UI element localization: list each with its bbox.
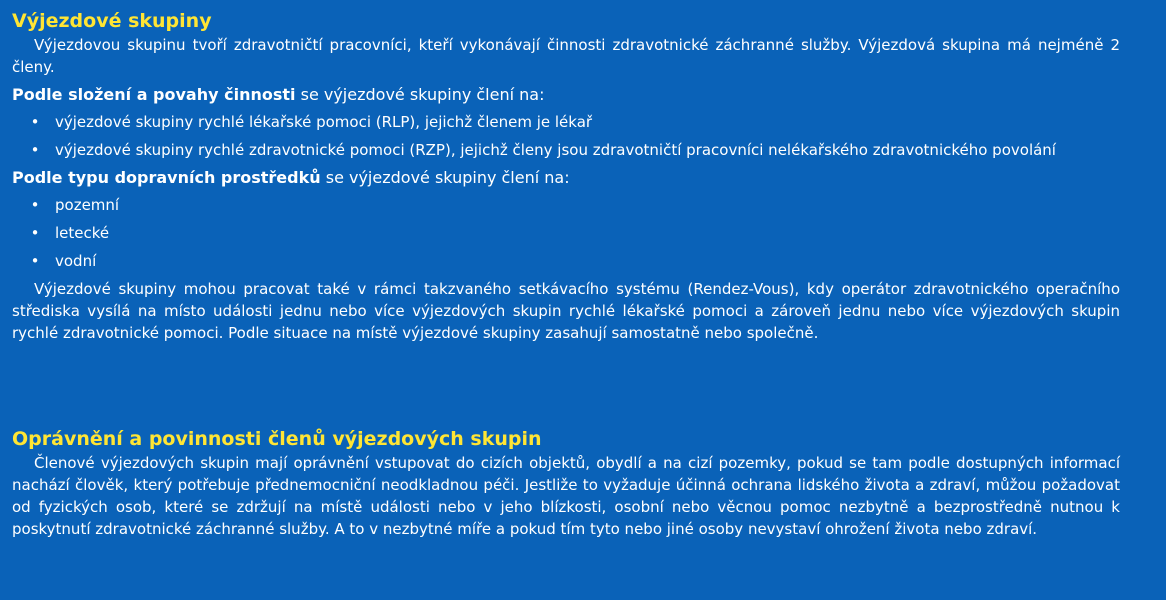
bullet-icon: • bbox=[30, 224, 40, 242]
list-item-text: vodní bbox=[55, 252, 97, 270]
list-item bbox=[12, 111, 1120, 133]
list-item-text: výjezdové skupiny rychlé zdravotnické pomoci (RZP), jejichž členy jsou zdravotničtí pracovníci nelékařského zdravotnického povolání bbox=[55, 141, 1056, 159]
bullet-icon: • bbox=[30, 113, 40, 131]
composition-lead bbox=[12, 84, 1120, 106]
transport-rest: se výjezdové skupiny člení na: bbox=[320, 168, 570, 187]
transport-list bbox=[12, 194, 1120, 272]
list-item-text: letecké bbox=[55, 224, 110, 242]
bullet-icon: • bbox=[30, 196, 40, 214]
list-item bbox=[12, 194, 1120, 216]
composition-rest: se výjezdové skupiny člení na: bbox=[295, 85, 545, 104]
bullet-icon: • bbox=[30, 141, 40, 159]
composition-list bbox=[12, 111, 1120, 161]
section-heading-opravneni: Oprávnění a povinnosti členů výjezdových skupin bbox=[12, 428, 542, 450]
section-heading-vyjezdove-skupiny: Výjezdové skupiny bbox=[12, 10, 212, 32]
section-vyjezdove-skupiny bbox=[12, 8, 1120, 400]
transport-lead bbox=[12, 167, 1120, 189]
list-item bbox=[12, 222, 1120, 244]
list-item bbox=[12, 250, 1120, 272]
section-opravneni-a-povinnosti bbox=[12, 426, 1120, 540]
list-item-text: pozemní bbox=[55, 196, 120, 214]
list-item-text: výjezdové skupiny rychlé lékařské pomoci (RLP), jejichž členem je lékař bbox=[55, 113, 593, 131]
intro-paragraph: Výjezdovou skupinu tvoří zdravotničtí pracovníci, kteří vykonávají činnosti zdravotnické záchranné služby. Výjezdová skupina má nejméně 2 členy. bbox=[12, 36, 1120, 76]
rendezvous-paragraph: Výjezdové skupiny mohou pracovat také v rámci takzvaného setkávacího systému (Rendez-Vous), kdy operátor zdravotnického operačního střediska vysílá na místo události jednu nebo více výjezdových skupin rychlé lékařské pomoci a zároveň jednu nebo více výjezdových skupin rychlé zdravotnické pomoci. Podle situace na místě výjezdové skupiny zasahují samostatně nebo společně. bbox=[12, 280, 1120, 342]
list-item bbox=[12, 139, 1120, 161]
rights-paragraph: Členové výjezdových skupin mají oprávnění vstupovat do cizích objektů, obydlí a na cizí pozemky, pokud se tam podle dostupných informací nachází člověk, který potřebuje přednemocniční neodkladnou péči. Jestliže to vyžaduje účinná ochrana lidského života a zdraví, můžou požadovat od fyzických osob, které se zdržují na místě události nebo v jeho blízkosti, osobní nebo věcnou pomoc nezbytně a bezprostředně nutnou k poskytnutí zdravotnické záchranné služby. A to v nezbytné míře a pokud tím tyto nebo jiné osoby nevystaví ohrožení života nebo zdraví. bbox=[12, 454, 1120, 538]
transport-title: Podle typu dopravních prostředků bbox=[12, 168, 321, 187]
composition-title: Podle složení a povahy činnosti bbox=[12, 85, 296, 104]
bullet-icon: • bbox=[30, 252, 40, 270]
